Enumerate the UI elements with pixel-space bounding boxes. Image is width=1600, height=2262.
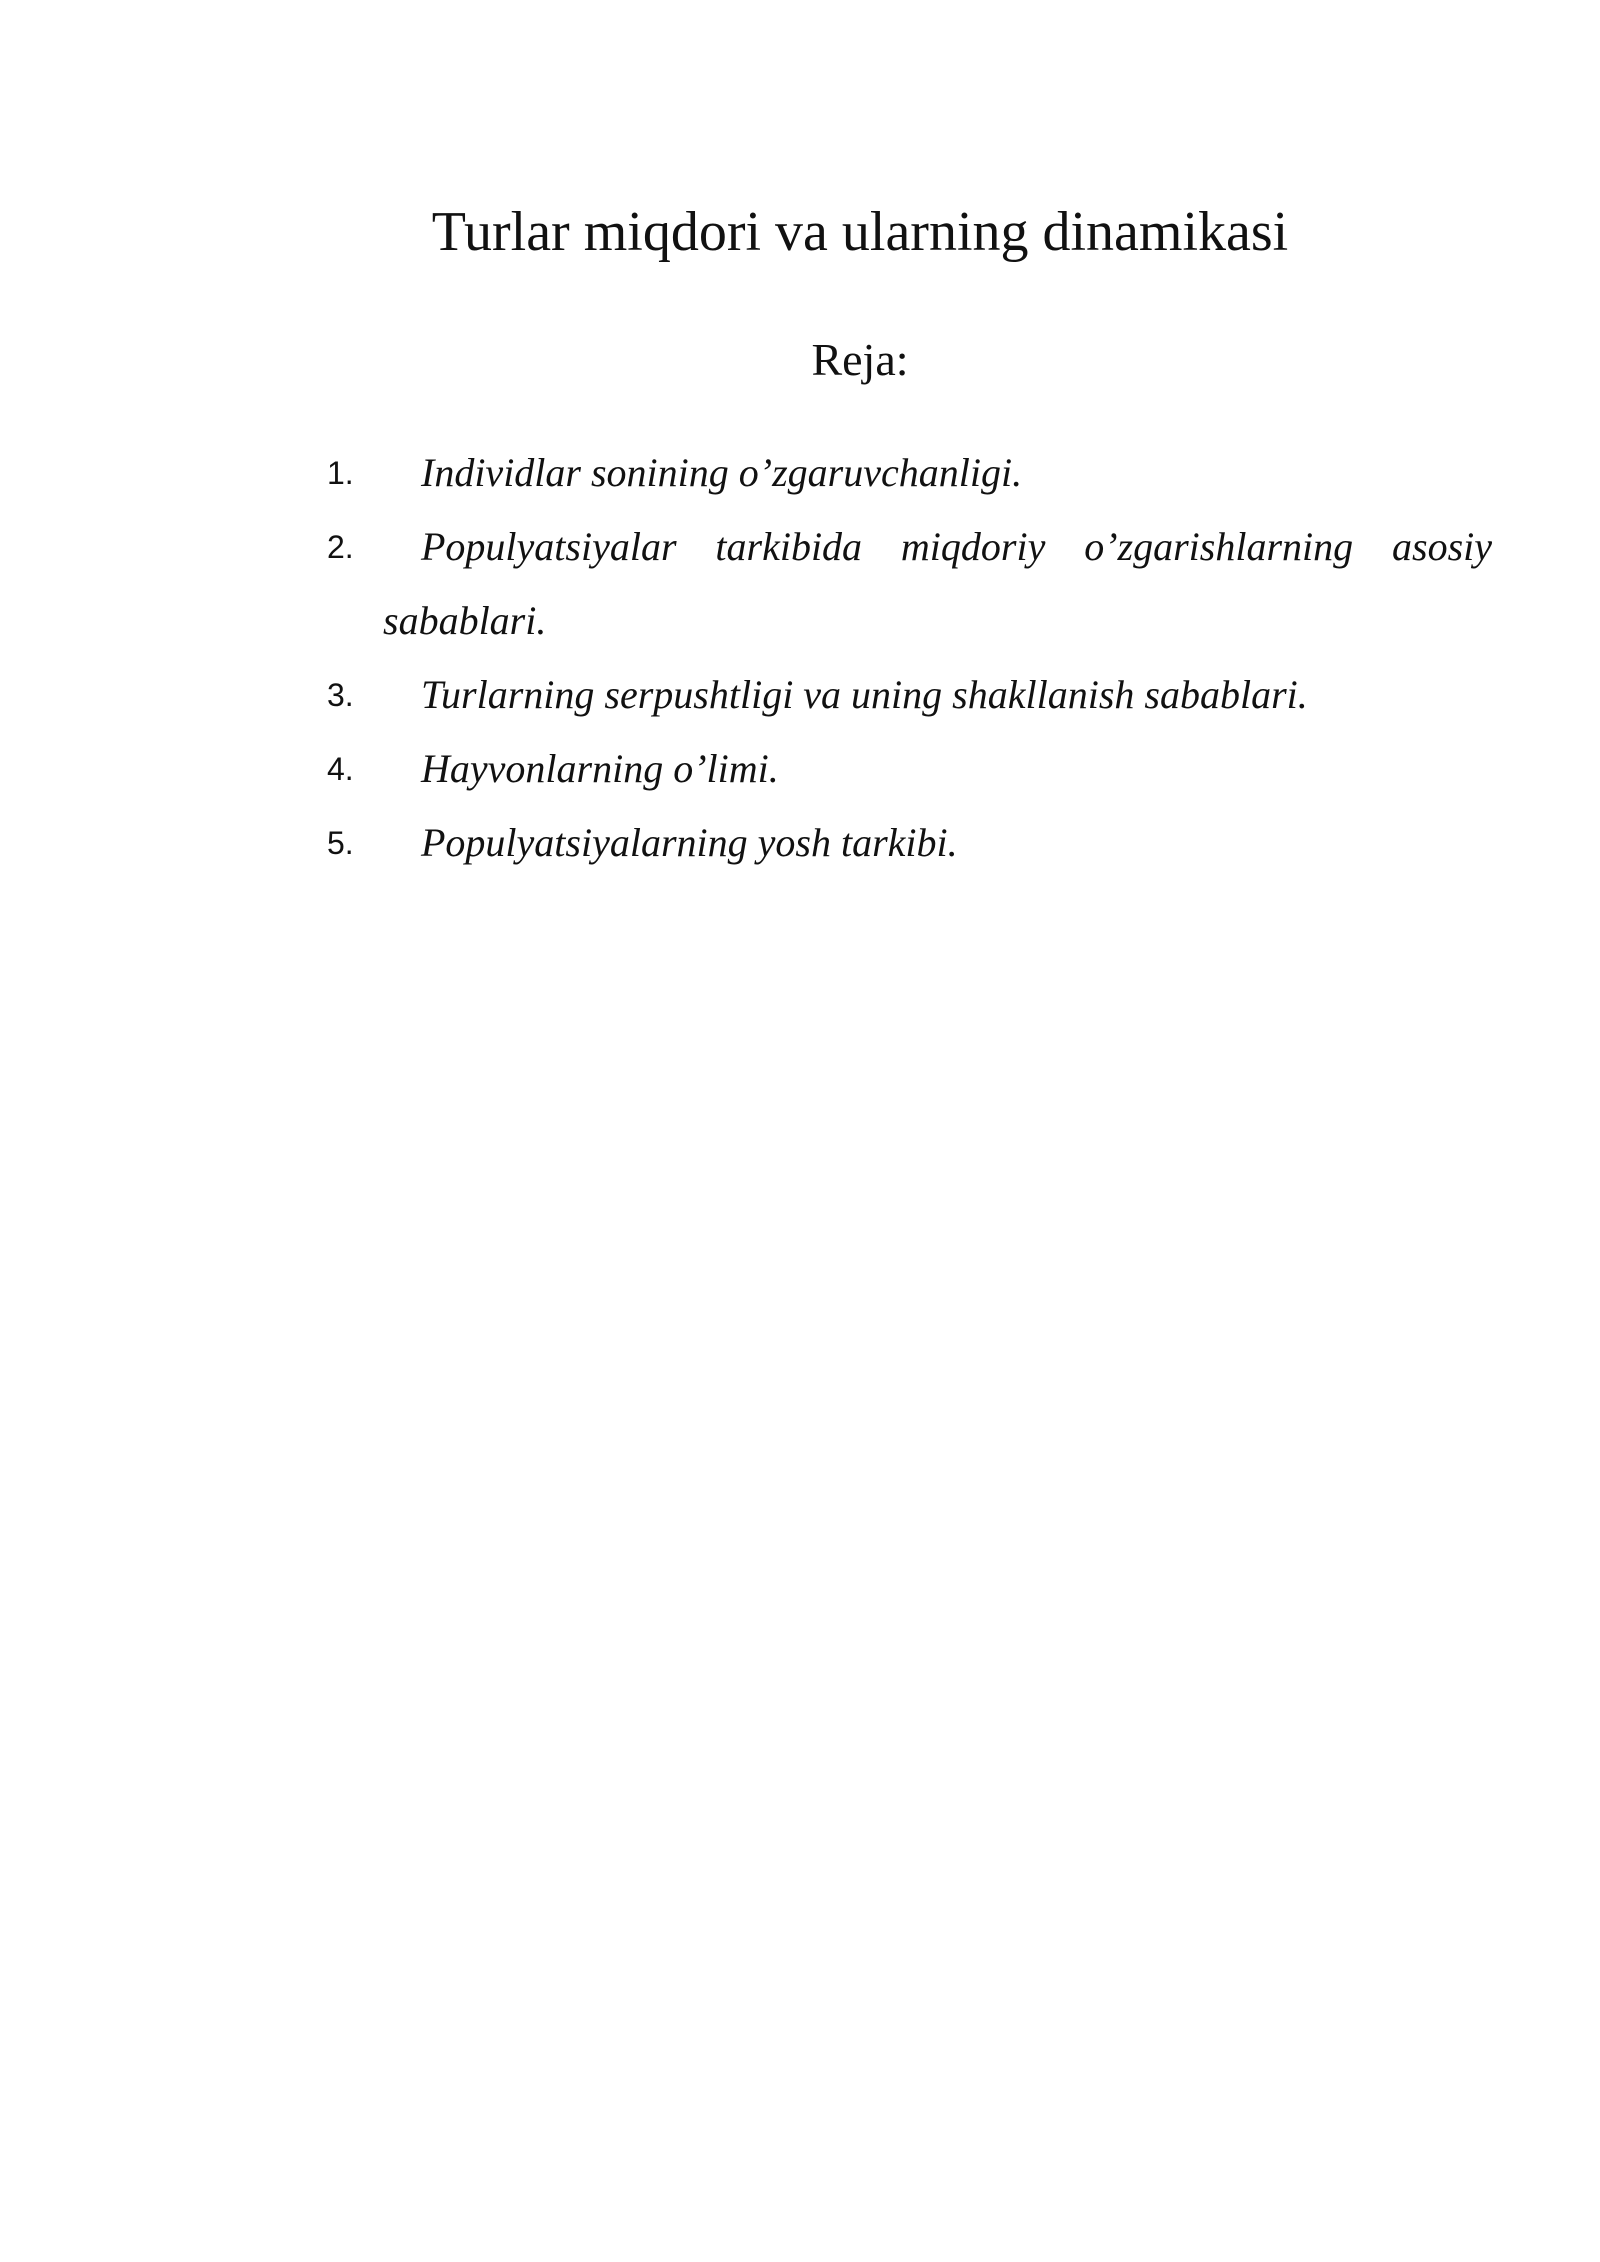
plan-heading: Reja:: [811, 334, 909, 385]
plan-item-text: Individlar sonining o’zgaruvchanligi.: [421, 450, 1023, 495]
plan-item-number: 5.: [327, 825, 354, 861]
plan-item-number: 4.: [327, 751, 354, 787]
plan-item-3: [327, 658, 1492, 732]
plan-item-text-line-2: sabablari.: [383, 598, 547, 643]
plan-item-2: [327, 510, 1492, 658]
plan-item-text: Hayvonlarning o’limi.: [421, 746, 779, 791]
plan-item-number: 2.: [327, 529, 354, 565]
plan-item-1: [327, 436, 1492, 510]
page-title: Turlar miqdori va ularning dinamikasi: [431, 201, 1289, 263]
plan-item-text: Turlarning serpushtligi va uning shakllanish sabablari.: [421, 672, 1308, 717]
plan-item-number: 3.: [327, 677, 354, 713]
plan-item-4: [327, 732, 1492, 806]
plan-item-number: 1.: [327, 455, 354, 491]
plan-item-5: [327, 806, 1492, 880]
plan-item-text-line-1: Populyatsiyalar tarkibida miqdoriy o’zgarishlarning asosiy: [421, 524, 1492, 569]
plan-item-text: Populyatsiyalarning yosh tarkibi.: [421, 820, 958, 865]
plan-list: [327, 436, 1492, 880]
